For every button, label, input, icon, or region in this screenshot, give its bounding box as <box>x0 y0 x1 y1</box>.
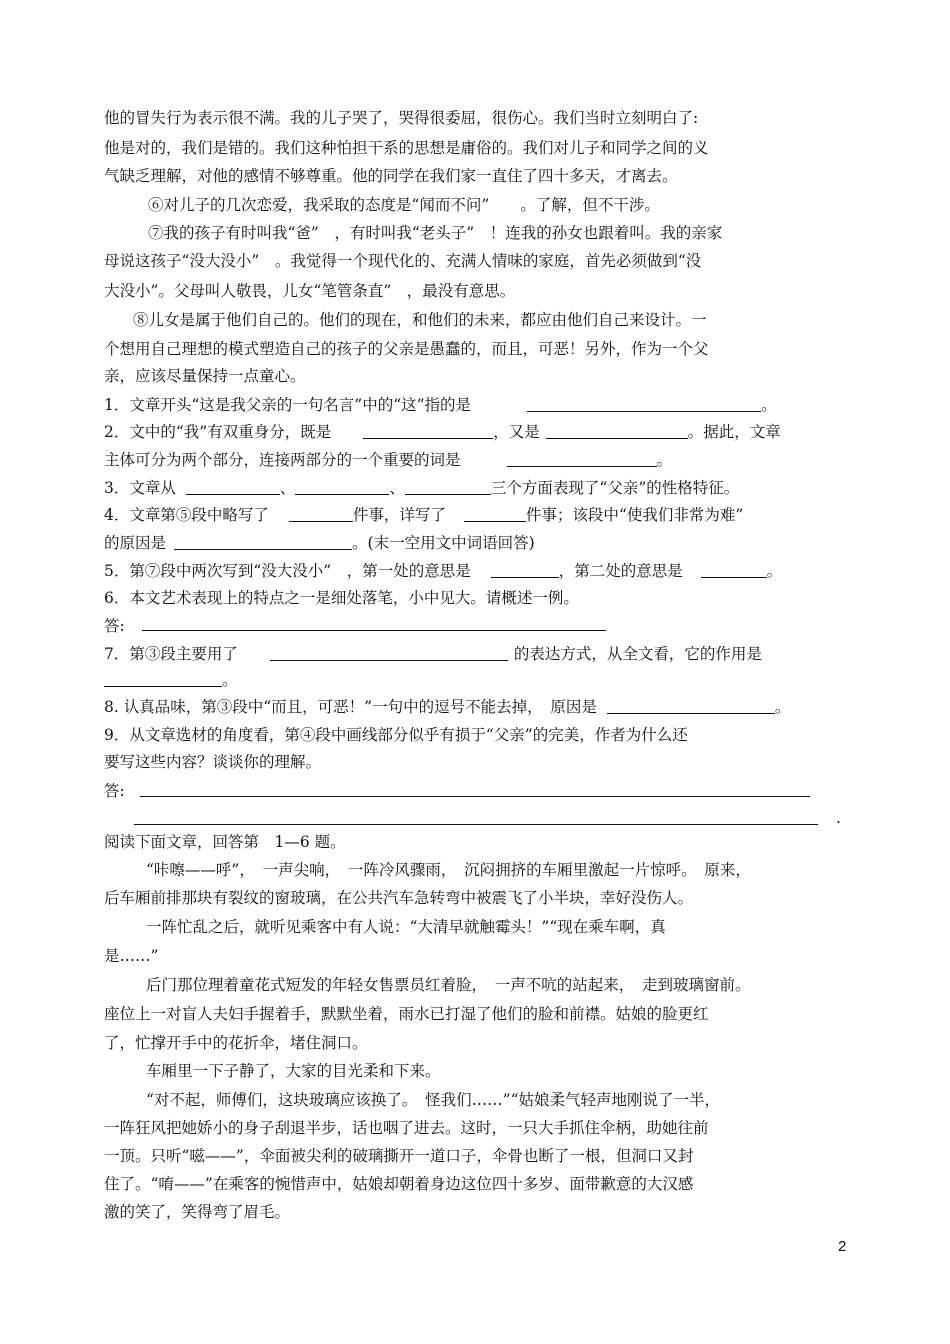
question-2: 2．文中的“我”有双重身分，既是 ，又是 。据此，文章 <box>104 423 781 441</box>
answer-blank[interactable] <box>507 452 657 467</box>
question-6-answer-label: 答: <box>104 617 125 635</box>
answer-blank[interactable] <box>104 672 222 687</box>
question-3: 3．文章从 、 、 三个方面表现了“父亲”的性格特征。 <box>104 479 740 497</box>
question-2-line-2: 主体可分为两个部分，连接两部分的一个重要的词是 。 <box>104 451 673 469</box>
question-4-line-2: 的原因是 。(末一空用文中词语回答) <box>104 534 535 552</box>
essay-line: 个想用自己理想的模式塑造自己的孩子的父亲是愚蠢的，而且，可恶！另外，作为一个父 <box>104 340 709 358</box>
answer-blank[interactable] <box>405 480 491 495</box>
question-7-line-2: 。 <box>104 670 238 690</box>
question-8: 8. 认真品味，第③段中“而且，可恶！”一句中的逗号不能去掉， 原因是 。 <box>104 698 791 716</box>
answer-line[interactable] <box>134 824 818 825</box>
question-9-answer-label: 答: <box>104 782 125 800</box>
answer-blank[interactable] <box>174 535 352 550</box>
passage-line: 激的笑了，笑得弯了眉毛。 <box>104 1203 291 1221</box>
essay-line: 大没小”。父母叫人敬畏，儿女“笔管条直” ，最没有意思。 <box>104 282 516 300</box>
passage-line: 后车厢前排那块有裂纹的窗玻璃，在公共汽车急转弯中被震飞了小半块，幸好没伤人。 <box>104 889 694 907</box>
question-9: 9．从文章选材的角度看，第④段中画线部分似乎有损于“父亲”的完美，作者为什么还 <box>104 726 688 744</box>
passage-line: 了，忙撑开手中的花折伞，堵住洞口。 <box>104 1034 368 1052</box>
question-5: 5．第⑦段中两次写到“没大没小” ，第一处的意思是 ，第二处的意思是 。 <box>104 562 783 580</box>
passage-line: 住了。“唷——”在乘客的惋惜声中，姑娘却朝着身边这位四十多岁、面带歉意的大汉感 <box>104 1175 694 1193</box>
answer-blank[interactable] <box>607 699 775 714</box>
essay-line: 气缺乏理解，对他的感情不够尊重。他的同学在我们家一直住了四十多天，才离去。 <box>104 167 678 185</box>
answer-blank[interactable] <box>295 480 389 495</box>
answer-blank[interactable] <box>186 480 280 495</box>
passage-line: 后门那位理着童花式短发的年轻女售票员红着脸， 一声不吭的站起来， 走到玻璃窗前。 <box>146 976 751 994</box>
answer-blank[interactable] <box>527 397 761 412</box>
passage-line: 一阵忙乱之后，就听见乘客中有人说：“大清早就触霉头！”“现在乘车啊，真 <box>146 918 666 936</box>
answer-blank[interactable] <box>464 507 526 522</box>
answer-blank[interactable] <box>270 646 508 661</box>
essay-line: 亲，应该尽量保持一点童心。 <box>104 367 306 385</box>
page-number: 2 <box>838 1238 847 1255</box>
passage-line: 座位上一对盲人夫妇手握着手，默默坐着，雨水已打湿了他们的脸和前襟。姑娘的脸更红 <box>104 1005 709 1023</box>
answer-blank[interactable] <box>701 563 767 578</box>
question-9-line-2: 要写这些内容？谈谈你的理解。 <box>104 753 322 771</box>
question-4: 4．文章第⑤段中略写了 件事，详写了 件事；该段中“使我们非常为难” <box>104 506 744 524</box>
answer-blank[interactable] <box>491 563 559 578</box>
answer-blank[interactable] <box>289 507 353 522</box>
essay-line: 他的冒失行为表示很不满。我的儿子哭了，哭得很委屈，很伤心。我们当时立刻明白了: <box>104 109 699 127</box>
passage-line: 一顶。只听“嗞——”，伞面被尖利的破璃撕开一道口子，伞骨也断了一根，但洞口又封 <box>104 1147 694 1165</box>
passage-line: “对不起，师傅们，这块玻璃应该换了。 怪我们……”“姑娘柔气轻声地刚说了一半， <box>146 1091 721 1109</box>
passage-line: 一阵狂风把她娇小的身子刮退半步，话也咽了进去。这时，一只大手抓住伞柄，助她往前 <box>104 1119 709 1137</box>
essay-line: 他是对的，我们是错的。我们这种怕担干系的思想是庸俗的。我们对儿子和同学之间的义 <box>104 139 709 157</box>
essay-paragraph-8: ⑧儿女是属于他们自己的。他们的现在，和他们的未来，都应由他们自己来设计。一 <box>133 311 707 329</box>
answer-blank[interactable] <box>363 424 493 439</box>
trailing-dot: . <box>836 809 841 827</box>
question-6: 6．本文艺术表现上的特点之一是细处落笔，小中见大。请概述一例。 <box>104 589 579 607</box>
passage-line: “咔嚓——呼”， 一声尖响， 一阵冷风骤雨， 沉闷拥挤的车厢里激起一片惊呼。 原来， <box>146 861 751 879</box>
answer-line[interactable] <box>140 796 810 797</box>
essay-paragraph-7: ⑦我的孩子有时叫我“爸” ，有时叫我“老头子” ！连我的孙女也跟着叫。我的亲家 <box>148 224 723 242</box>
question-7: 7．第③段主要用了 的表达方式，从全文看，它的作用是 <box>104 645 762 663</box>
passage-line: 是……” <box>104 947 159 965</box>
answer-blank[interactable] <box>546 424 688 439</box>
essay-paragraph-6: ⑥对儿子的几次恋爱，我采取的态度是“闻而不问” 。了解，但不干涉。 <box>148 196 660 214</box>
essay-line: 母说这孩子“没大没小” 。我觉得一个现代化的、充满人情味的家庭，首先必须做到“没 <box>104 252 702 270</box>
question-1: 1．文章开头“这是我父亲的一句名言”中的“这”指的是 。 <box>104 396 777 414</box>
reading-instruction: 阅读下面文章，回答第 1—6 题。 <box>104 833 346 851</box>
passage-line: 车厢里一下子静了，大家的目光柔和下来。 <box>146 1062 441 1080</box>
answer-line[interactable] <box>142 630 606 631</box>
